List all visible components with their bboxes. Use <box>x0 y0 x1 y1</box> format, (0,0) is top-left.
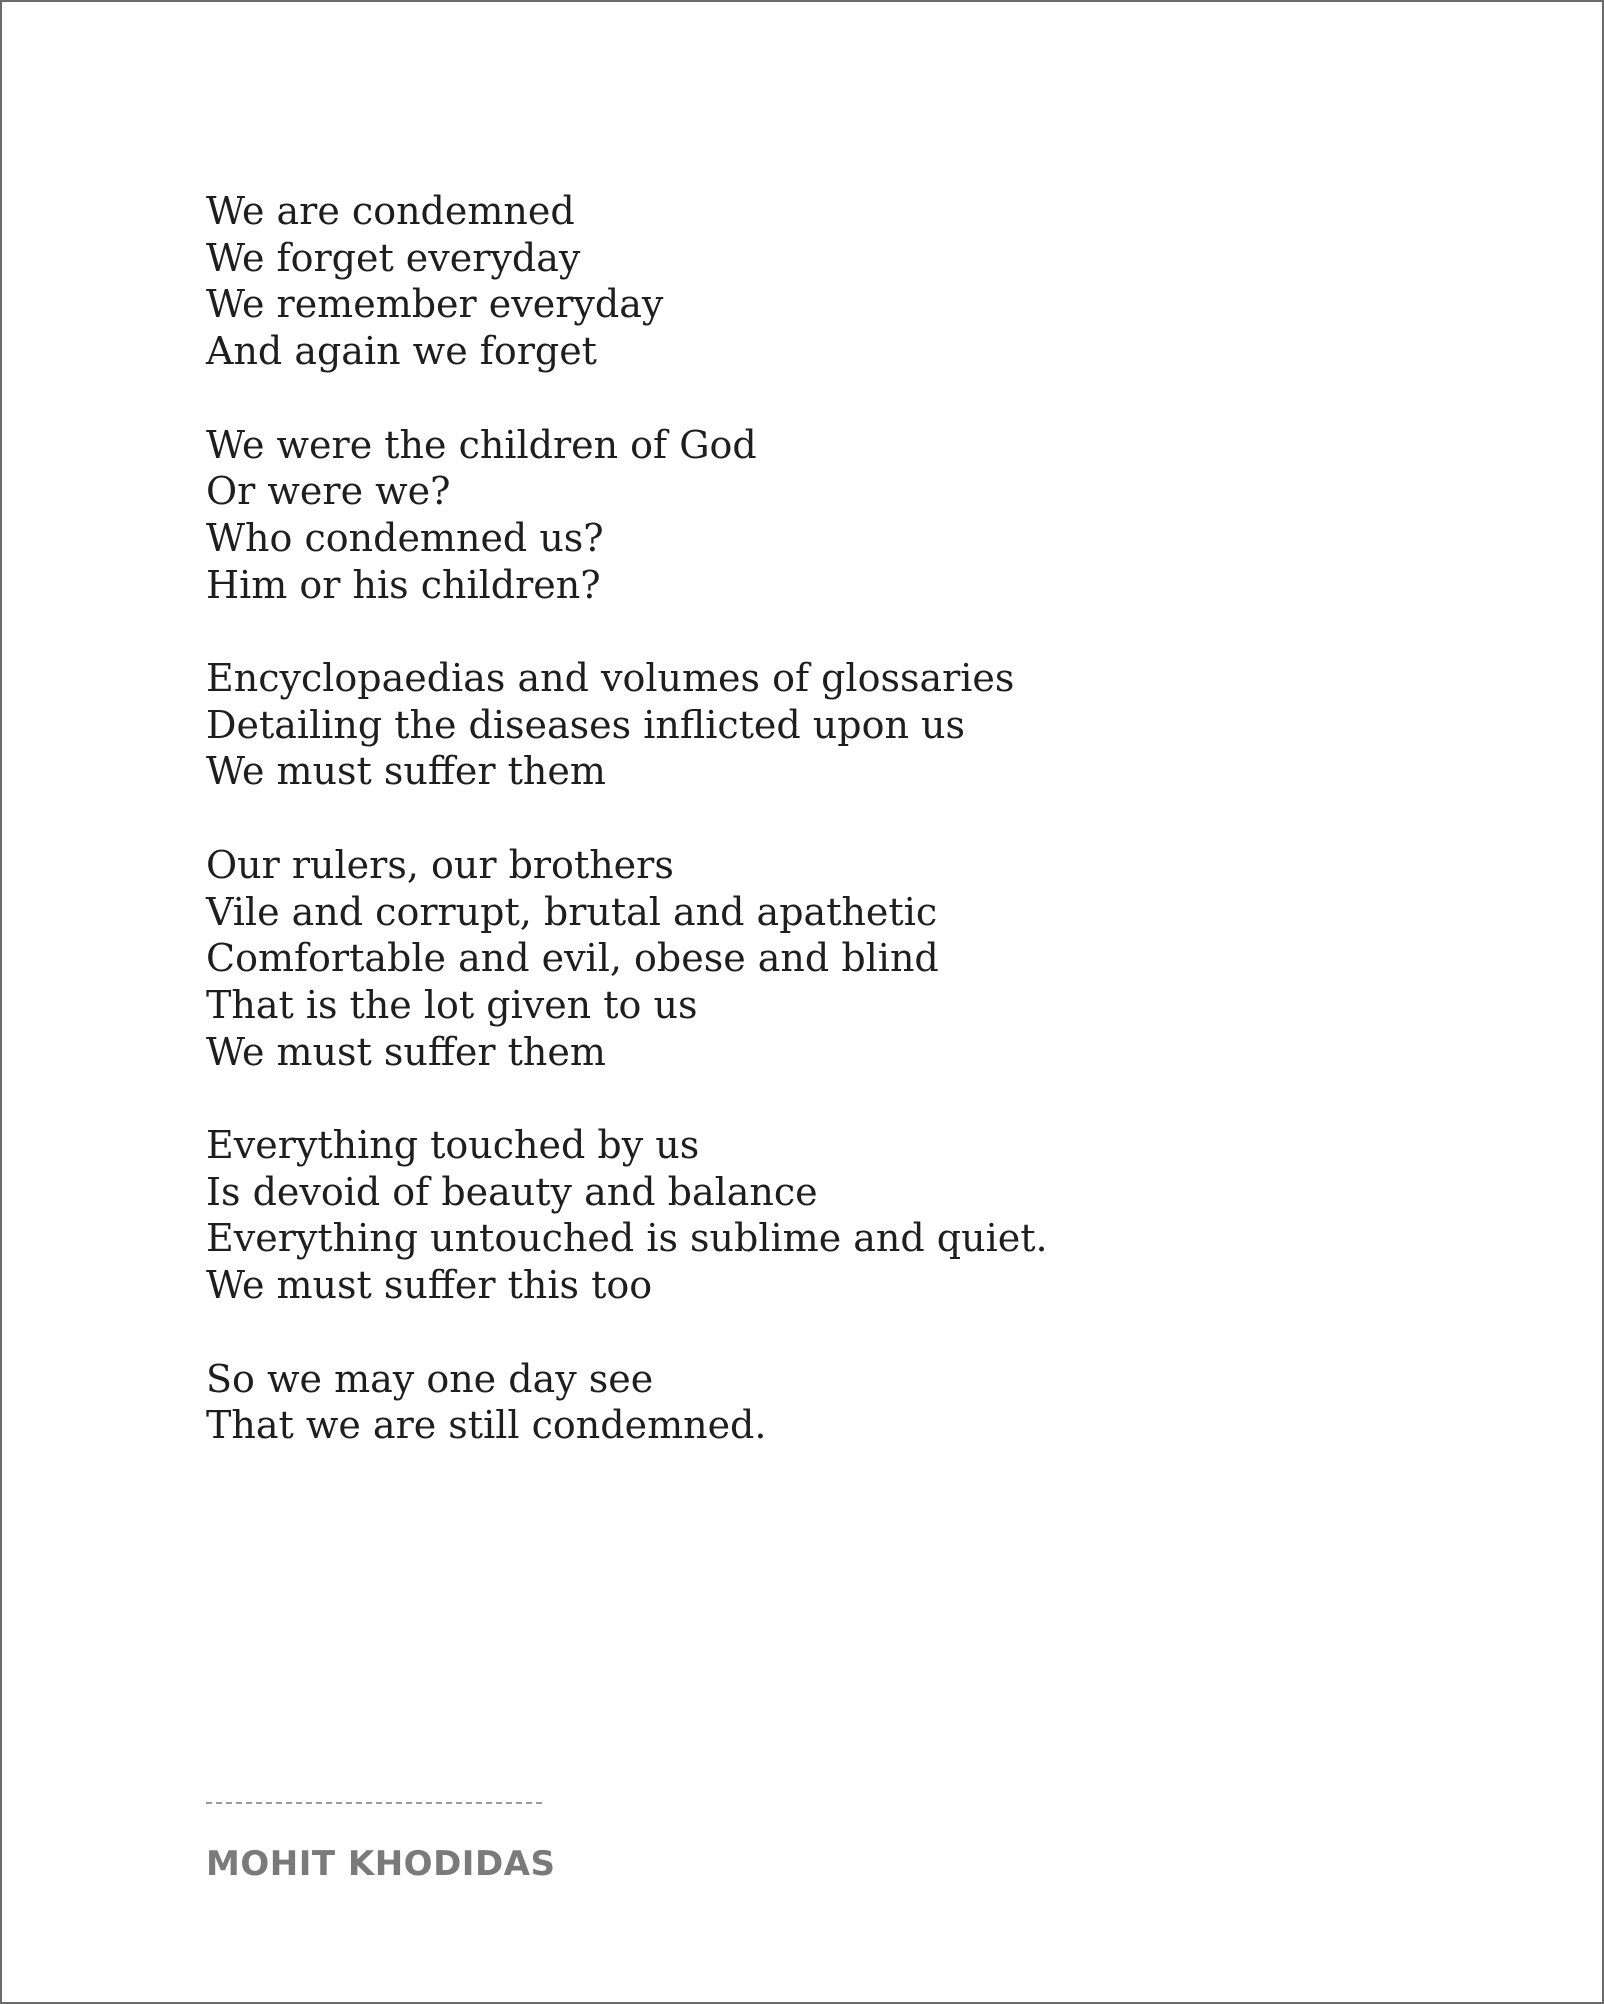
stanza-2 <box>206 422 1048 609</box>
stanza-4 <box>206 842 1048 1076</box>
poem-line: Our rulers, our brothers <box>206 842 674 887</box>
poem-line: We must suffer them <box>206 1029 606 1074</box>
poem-line: We must suffer this too <box>206 1263 653 1308</box>
poem-line: Comfortable and evil, obese and blind <box>206 936 939 981</box>
poem-line: That we are still condemned. <box>206 1403 767 1448</box>
poem-line: That is the lot given to us <box>206 982 698 1027</box>
poem-line: Who condemned us? <box>206 515 604 560</box>
dashed-divider <box>206 1802 542 1804</box>
poem-line: Everything untouched is sublime and quiet. <box>206 1216 1048 1261</box>
poem-line: We are condemned <box>206 189 575 233</box>
stanza-6 <box>206 1356 1048 1449</box>
stanza-1 <box>206 188 1048 375</box>
poem-line: We were the children of God <box>206 422 757 467</box>
author-name: MOHIT KHODIDAS <box>206 1844 556 1884</box>
poem-body <box>206 188 1048 1449</box>
poem-line: Detailing the diseases inflicted upon us <box>206 702 965 747</box>
poem-line: We forget everyday <box>206 235 581 280</box>
stanza-5 <box>206 1122 1048 1309</box>
poem-line: Vile and corrupt, brutal and apathetic <box>206 889 938 934</box>
poem-line: Or were we? <box>206 469 451 514</box>
poem-line: Encyclopaedias and volumes of glossaries <box>206 656 1015 700</box>
poem-line: Him or his children? <box>206 562 601 607</box>
poem-line: And again we forget <box>206 329 597 374</box>
stanza-3 <box>206 655 1048 795</box>
poem-line: So we may one day see <box>206 1356 654 1401</box>
poem-line: We must suffer them <box>206 749 606 794</box>
poem-line: Everything touched by us <box>206 1123 700 1167</box>
poem-line: We remember everyday <box>206 282 664 327</box>
poem-line: Is devoid of beauty and balance <box>206 1169 818 1214</box>
